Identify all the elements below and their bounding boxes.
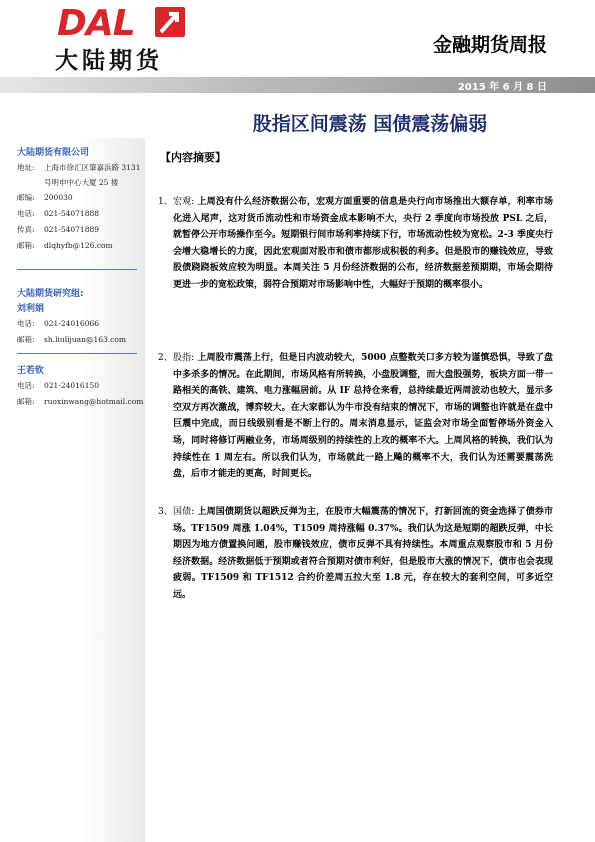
section-text: 上周国债期货以超跌反弹为主，在股市大幅震荡的情况下，打新回流的资金选择了债券市场。TF1509 周涨 1.04%，T1509 周持涨幅 0.37%。我们认为这是短期的超跌反弹，中长期因为地方债置换问题，股市赚钱效应，债市反弹不具有持续性。本周重点观察股市和 5 月份经济数据。经济数据低于预期或者符合预期对债市利好，但是股市大涨的情况下，债市也会表现疲弱。TF1509 和 TF1512 合约价差周五拉大至 1.8 元，存在较大的套利空间，可多近空远。 [173, 507, 553, 600]
analyst2-name: 王若钦 [17, 366, 45, 376]
sidebar-divider [17, 269, 137, 270]
section-body [173, 504, 553, 604]
company-phone: 电话: 021-54071888 [17, 209, 100, 218]
section-body [173, 350, 553, 483]
section-label: 股指: [173, 353, 195, 363]
section-number: 1、 [158, 197, 173, 207]
company-email: 邮箱: dlqhyfb@126.com [17, 241, 113, 250]
section-macro [158, 194, 553, 294]
logo-chinese-name: 大陆期货 [55, 48, 163, 74]
section-label: 国债: [173, 507, 195, 517]
report-type-title: 金融期货周报 [432, 34, 547, 56]
section-stock-index [158, 350, 553, 483]
contact-sidebar [0, 138, 145, 842]
analyst-phone: 电话: 021-24016066 [17, 319, 100, 328]
company-fax: 传真: 021-54071889 [17, 225, 100, 234]
analyst2-email: 邮箱: ruoxinwang@hotmail.com [17, 397, 144, 406]
section-text: 上周没有什么经济数据公布，宏观方面重要的信息是央行向市场推出大额存单，利率市场化进入尾声，这对货币流动性和市场资金成本影响不大，央行 2 季度向市场投放 PSL 之后，就暂停公开市场操作至今。短期银行间市场利率持续下行，市场流动性较为宽松。2-3 季度央行会增大稳增长的力度，因此宏观面对股市和债市都形成积极的利多。但是股市的赚钱效应，导致股债跷跷板效应较为明显。本周关注 5 月份经济数据的公布，经济数据差预期期，市场会期待更进一步的宽松政策，弱符合预期对市场影响中性，大幅好于预期的概率很小。 [173, 197, 553, 290]
section-text: 上周股市震荡上行，但是日内波动较大，5000 点整数关口多方较为谨慎恐惧，导致了盘中多杀多的情况。在此期间，市场风格有所转换，小盘股调整，而大盘股强势，板块方面一带一路相关的高铁、建筑、电力涨幅居前。从 IF 总持仓来看，总持续最近两周波动也较大，显示多空双方再次激战，博弈较大。在大家都认为牛市没有结束的情况下，市场的调整也许就是在盘中巨震中完成，而日线级别看是不断上行的。周末消息显示，证监会对市场全面暂停场外资金入场，同时将修订两融业务，市场周级别的持续性的上攻的概率不大。上周风格的转换，我们认为持续性在 1 周左右。所以我们认为，市场就此一路上飚的概率不大，我们认为还需要震荡洗盘，后市才能走的更高，时间更长。 [173, 353, 553, 480]
analyst2-phone: 电话: 021-24016150 [17, 381, 100, 390]
main-title: 股指区间震荡 国债震荡偏弱 [252, 113, 488, 135]
company-address: 地址: 上海市徐汇区肇嘉浜路 3131 [17, 163, 141, 172]
analyst-email: 邮箱: sh.liulijuan@163.com [17, 335, 126, 344]
section-label: 宏观: [173, 197, 195, 207]
report-header [0, 0, 595, 80]
company-name: 大陆期货有限公司 [17, 148, 90, 158]
company-address-line2: 号明申中心大厦 25 楼 [44, 178, 119, 187]
logo-mark-icon [57, 4, 193, 40]
section-treasury-bond [158, 504, 553, 604]
section-number: 3、 [158, 507, 173, 517]
svg-text:DAL: DAL [57, 4, 135, 40]
report-date: 2015 年 6 月 8 日 [457, 82, 547, 93]
summary-heading: 【内容摘要】 [160, 151, 226, 164]
section-number: 2、 [158, 353, 173, 363]
company-postcode: 邮编: 200030 [17, 193, 73, 202]
analyst-name: 刘利娟 [17, 304, 45, 314]
section-body [173, 194, 553, 294]
dalu-logo [55, 4, 195, 74]
sidebar-divider [17, 353, 137, 354]
research-dept: 大陆期货研究组: [17, 289, 84, 299]
